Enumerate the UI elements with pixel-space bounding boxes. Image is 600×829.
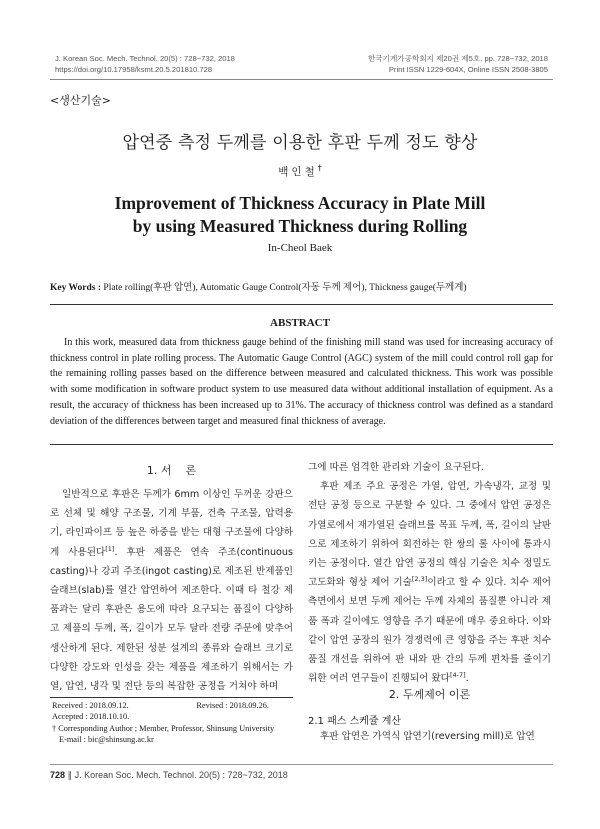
keywords-text: Plate rolling(후판 압연), Automatic Gauge Control(자동 두께 제어), Thickness gauge(두께계) <box>103 283 467 293</box>
abstract-heading: ABSTRACT <box>270 317 330 329</box>
footnote-dates-row: Received : 2018.09.12. Revised : 2018.09.26. <box>52 701 269 710</box>
running-header-left <box>55 53 235 75</box>
received-date: 2018.09.12. <box>89 701 129 710</box>
subsection-2-1-heading: 2.1 패스 스케쥴 계산 <box>308 716 402 727</box>
issn-info: Print ISSN 1229-604X, Online ISSN 2508-3805 <box>388 65 548 74</box>
abstract-divider <box>50 444 553 445</box>
title-english-line1: Improvement of Thickness Accuracy in Plate Mill <box>114 193 486 213</box>
footnote-divider <box>50 697 293 698</box>
reference-1[interactable]: [1] <box>105 544 115 553</box>
received-label: Received <box>52 701 83 710</box>
footer-separator: ∥ <box>67 770 73 780</box>
footer-divider <box>50 764 553 765</box>
header-divider <box>50 79 553 80</box>
keywords-label: Key Words : <box>50 283 102 293</box>
accepted-label: Accepted <box>52 712 84 722</box>
right-column <box>308 458 551 688</box>
left-column <box>50 467 293 696</box>
article-category: <생산기술> <box>50 94 111 107</box>
footer-journal: J. Korean Soc. Mech. Technol. 20(5) : 728~732, 2018 <box>74 770 288 780</box>
journal-citation: J. Korean Soc. Mech. Technol. 20(5) : 728~732, 2018 <box>55 54 235 63</box>
section-2-heading: 2. 두께제어 이론 <box>388 688 471 701</box>
revised-date: 2018.09.26. <box>229 701 269 710</box>
author-email[interactable]: E-mail : bic@shinsung.ac.kr <box>59 735 154 745</box>
author-english: In-Cheol Baek <box>267 242 333 254</box>
section-2-paragraph-1: 후판 압연은 가역식 압연기(reversing mill)로 압연 <box>320 731 535 742</box>
journal-citation-korean: 한국기계가공학회지 제20권 제5호. pp. 728~732, 2018 <box>367 54 548 63</box>
intro-paragraph-2: 후판 제조 주요 공정은 가열, 압연, 가속냉각, 교정 및 전단 공정 등으로 구분할 수 있다. 그 중에서 압연 공정은 가열로에서 재가열된 슬래브를 목표 두께, 폭, 길이의 날판으로 제조하기 위하여 회전하는 한 쌍의 롤 사이에 통과시키는 공정이다. 열간 압연 공정의 핵심 기술은 치수 정밀도 고도화와 형상 제어 기술[2,3]이라고 할 수 있다. 치수 제어 측면에서 보면 두께 제어는 두께 자체의 품질뿐 아니라 제품 폭과 길이에도 영향을 주기 때문에 매우 중요하다. 이와 같이 압연 공장의 원가 경쟁력에 큰 영향을 주는 후판 치수 품질 개선을 위하여 판 내와 판 간의 두께 편차를 줄이기 위한 여러 연구들이 진행되어 왔다[4-7]. <box>308 481 551 685</box>
accepted-date: 2018.10.10. <box>89 712 130 722</box>
author-korean <box>0 164 600 179</box>
intro-paragraph-1: 일반적으로 후판은 두께가 6mm 이상인 두꺼운 강판으로 선체 및 해양 구조물, 기계 부품, 건축 구조물, 압력용기, 라인파이프 등 높은 하중을 받는 대형 구조물에 다양하게 사용된다[1]. 후판 제품은 연속 주조(continuous casting)나 강괴 주조(ingot casting)로 제조된 반제품인 슬래브(slab)를 열간 압연하여 제조한다. 이때 타 철강 제품과는 달리 후판은 용도에 따라 요구되는 품질이 다양하고 제품의 두께, 폭, 길이가 모두 달라 전량 주문에 맞추어 생산하게 된다. 제한된 성분 설계의 종류와 슬래브 크기로 다양한 강도와 인성을 갖는 제품을 제조하기 위해서는 가열, 압연, 냉각 및 전단 등의 복잡한 공정을 거쳐야 하며 <box>50 489 293 693</box>
footnote: Received : 2018.09.12. Revised : 2018.09.26. Accepted : 2018.10.10. † Corresponding Author ; Member, Professor, Shinsung University E-mail : bic@shinsung.ac.kr <box>52 700 297 746</box>
title-english-line2: by using Measured Thickness during Rolling <box>132 216 468 236</box>
corresponding-author: † Corresponding Author ; Member, Professor, Shinsung University <box>52 723 275 733</box>
doi-link[interactable]: https://doi.org/10.17958/ksmt.20.5.201810.728 <box>55 65 213 74</box>
keywords <box>50 279 555 293</box>
intro-paragraph-1-continued: 그에 따른 엄격한 관리와 기술이 요구된다. <box>308 462 484 473</box>
revised-label: Revised <box>196 701 224 710</box>
reference-2-3[interactable]: [2,3] <box>411 575 428 584</box>
author-korean-name: 백인철 <box>278 166 318 178</box>
abstract-body: In this work, measured data from thickness gauge behind of the finishing mill stand was used for increasing accuracy of thickness control in plate rolling process. The Automatic Gauge Control (AGC) system of the mill could control roll gap for the remaining rolling passes based on the difference between measured and calculated thickness. This work was possible with some modification in software product system to use measured data without additional installation of equipment. As a result, the accuracy of thickness has been increased up to 31%. The accuracy of thickness control was defined as a standard deviation of the differences between target and measured final thickness of average. <box>50 337 553 427</box>
corresponding-author-mark: † <box>317 163 322 173</box>
title-english <box>0 192 600 238</box>
reference-4-7[interactable]: [4-7] <box>449 671 466 680</box>
page-number: 728 <box>50 770 66 780</box>
keywords-divider <box>50 304 553 305</box>
running-header-right <box>368 53 548 75</box>
title-korean: 압연중 측정 두께를 이용한 후판 두께 정도 향상 <box>122 133 478 153</box>
page-footer <box>50 770 288 781</box>
section-1-heading: 1. 서 론 <box>146 464 197 477</box>
